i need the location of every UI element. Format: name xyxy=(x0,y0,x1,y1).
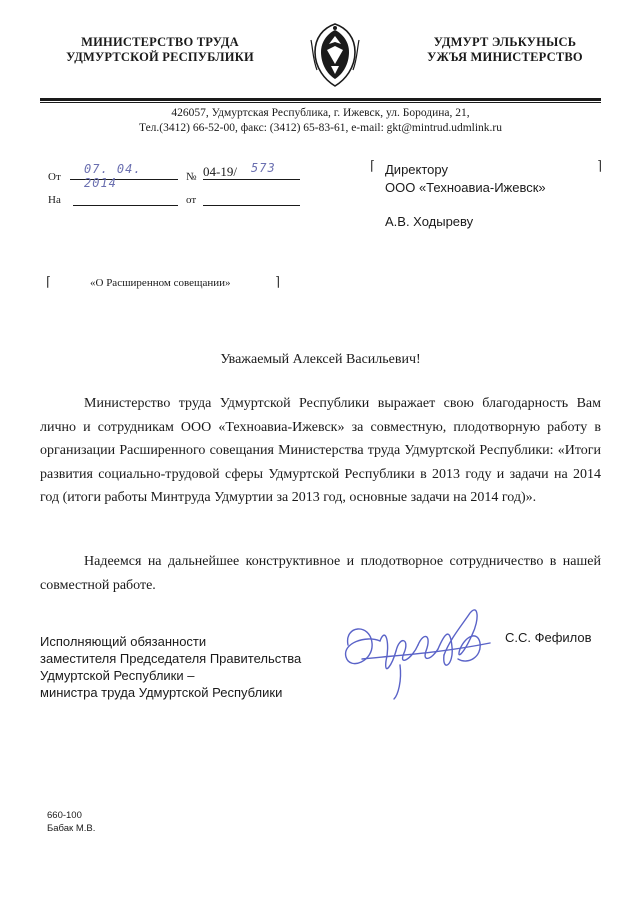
from2-label: от xyxy=(186,194,197,206)
ministry-name-udm-line2: УЖЪЯ МИНИСТЕРСТВО xyxy=(427,50,583,64)
number-prefix: 04-19/ xyxy=(203,164,237,179)
signatory-title-line2: заместителя Председателя Правительства xyxy=(40,651,302,666)
recipient-position: Директору xyxy=(385,162,448,177)
signer-name: С.С. Фефилов xyxy=(505,630,592,645)
ministry-name-ru-line1: МИНИСТЕРСТВО ТРУДА xyxy=(81,35,239,49)
body-paragraph-2: Надеемся на дальнейшее конструктивное и плодотворное сотрудничество в нашей совместной работе. xyxy=(40,554,601,593)
recipient-corner-left: ⌈ xyxy=(370,158,376,173)
header-rule-thick xyxy=(40,98,601,101)
header-rule-thin xyxy=(40,102,601,103)
on-field xyxy=(73,190,178,206)
udmurt-coat-of-arms-icon xyxy=(305,20,365,90)
number-label: № xyxy=(186,171,197,183)
on-label: На xyxy=(48,194,61,206)
body-paragraph-1: Министерство труда Удмуртской Республики выражает свою благодарность Вам лично и сотрудникам ООО «Техноавиа-Ижевск» за совместную, плодотворную работу в организации Расширенного совещания Министерства труда Удмуртской Республики: «Итоги развития социально-трудовой сферы Удмуртской Республики в 2013 году и задачи на 2014 год (итоги работы Минтруда Удмуртии за 2013 год, основные задачи на 2014 год)». xyxy=(40,396,601,505)
recipient-company: ООО «Техноавиа-Ижевск» xyxy=(385,180,546,195)
subject-corner-left: ⌈ xyxy=(46,274,52,289)
subject-line: «О Расширенном совещании» xyxy=(90,277,231,289)
date-handwritten: 07. 04. 2014 xyxy=(84,162,142,190)
address-line-2: Тел.(3412) 66-52-00, факс: (3412) 65-83-61, e-mail: gkt@mintrud.udmlink.ru xyxy=(138,122,503,134)
signatory-title xyxy=(40,633,301,701)
signatory-title-line1: Исполняющий обязанности xyxy=(40,634,207,649)
recipient-block xyxy=(385,161,546,231)
number-field xyxy=(203,161,300,180)
greeting: Уважаемый Алексей Васильевич! xyxy=(220,352,421,367)
ministry-name-russian xyxy=(40,35,280,65)
from2-field xyxy=(203,190,300,206)
footer-author: Бабак М.В. xyxy=(47,823,96,834)
handwritten-signature xyxy=(340,595,500,705)
date-field xyxy=(70,162,178,190)
address-line-1: 426057, Удмуртская Республика, г. Ижевск, ул. Бородина, 21, xyxy=(171,107,470,119)
signatory-title-line3: Удмуртской Республики – xyxy=(40,668,195,683)
signatory-title-line4: министра труда Удмуртской Республики xyxy=(40,685,283,700)
ministry-name-udmurt xyxy=(385,35,625,65)
footer-code: 660-100 xyxy=(47,810,82,821)
subject-corner-right: ⌉ xyxy=(275,274,281,289)
recipient-corner-right: ⌉ xyxy=(597,158,603,173)
ministry-name-udm-line1: УДМУРТ ЭЛЬКУНЫСЬ xyxy=(433,35,577,49)
number-handwritten: 573 xyxy=(251,161,276,175)
from-label: От xyxy=(48,171,61,183)
ministry-name-ru-line2: УДМУРТСКОЙ РЕСПУБЛИКИ xyxy=(66,50,254,64)
recipient-name: А.В. Ходыреву xyxy=(385,214,474,229)
